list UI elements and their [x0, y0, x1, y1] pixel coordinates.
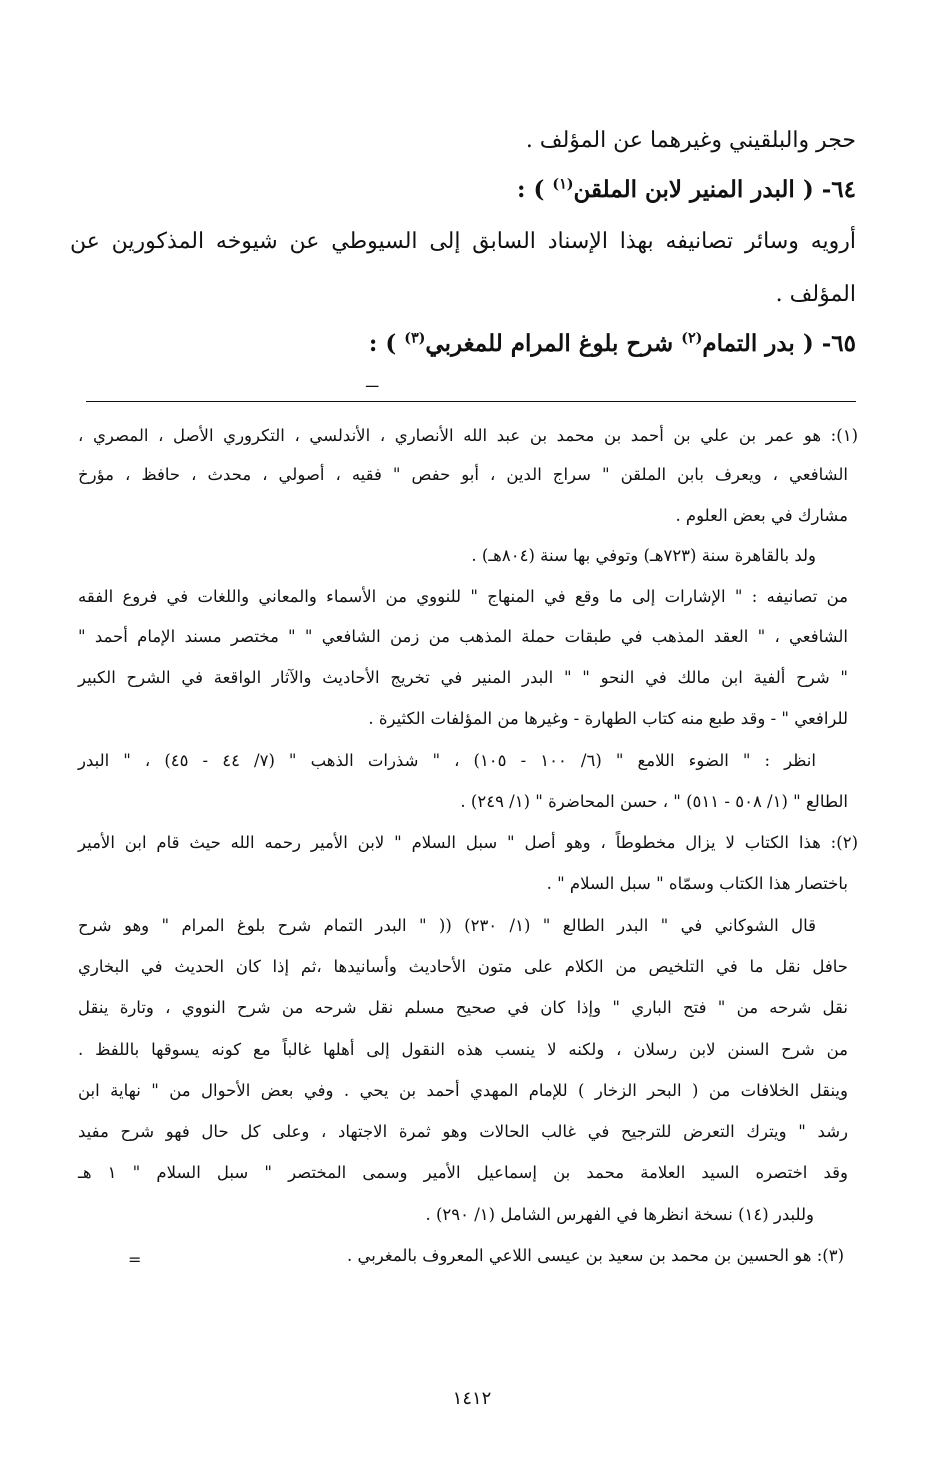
footnote-line-19: وقد اختصره السيد العلامة محمد بن إسماعيل الأمير وسمى المختصر " سبل السلام " ١ هـ [78, 1163, 848, 1182]
main-line-1: حجر والبلقيني وغيرهما عن المؤلف . [525, 128, 856, 153]
footnote-line-13: قال الشوكاني في " البدر الطالع " (١/ ٢٣٠) (( " البدر التمام شرح بلوغ المرام " وهو شرح [78, 916, 816, 935]
footnote-line-3: مشارك في بعض العلوم . [675, 506, 848, 525]
heading-64-end: ) : [516, 176, 545, 203]
heading-64-number: ٦٤- ( [802, 176, 856, 203]
footnote-line-9: انظر : " الضوء اللامع " (٦/ ١٠٠ - ١٠٥) ، " شذرات الذهب " (٧/ ٤٤ - ٤٥) ، " البدر [78, 751, 816, 770]
main-line-3: أرويه وسائر تصانيفه بهذا الإسناد السابق إلى السيوطي عن شيوخه المذكورين عن [70, 229, 856, 254]
footnote-line-1: (١): هو عمر بن علي بن أحمد بن محمد بن عبد الله الأنصاري ، الأندلسي ، التكروري الأصل ، المصري ، [78, 426, 858, 445]
footnote-line-4: ولد بالقاهرة سنة (٧٢٣هـ) وتوفي بها سنة (٨٠٤هـ) . [471, 546, 816, 565]
heading-65-title-b: شرح بلوغ المرام للمغربي [425, 330, 674, 357]
footnote-line-5: من تصانيفه : " الإشارات إلى ما وقع في المنهاج " للنووي من الأسماء والمعاني واللغات في فروع الفقه [78, 587, 848, 606]
footnote-line-21: (٣): هو الحسين بن محمد بن سعيد بن عيسى اللاعي المعروف بالمغربي . [346, 1246, 844, 1265]
continuation-mark: = [128, 1250, 142, 1269]
heading-65-end: ) : [368, 330, 397, 357]
section-heading-65 [70, 330, 856, 357]
heading-64-title: البدر المنير لابن الملقن [573, 176, 795, 203]
main-line-4: المؤلف . [775, 282, 856, 307]
footnote-line-18: رشد " ويترك التعرض للترجيح في غالب الحالات وهو ثمرة الاجتهاد ، وعلى كل حال فهو شرح مفيد [78, 1122, 848, 1141]
footnote-line-15: نقل شرحه من " فتح الباري " وإذا كان في صحيح مسلم نقل شرحه من شرح النووي ، وتارة ينقل [78, 998, 848, 1017]
footnote-line-10: الطالع " (١/ ٥٠٨ - ٥١١) " ، حسن المحاضرة " (١/ ٢٤٩) . [460, 792, 848, 811]
footnote-ref-3: (٣) [404, 330, 426, 347]
footnote-line-12: باختصار هذا الكتاب وسمّاه " سبل السلام " . [546, 874, 848, 893]
footnote-line-20: وللبدر (١٤) نسخة انظرها في الفهرس الشامل (١/ ٢٩٠) . [425, 1205, 814, 1224]
footnote-line-16: من شرح السنن لابن رسلان ، ولكنه لا ينسب هذه النقول إلى أهلها غالباً مع كونه يسوقها باللفظ . [78, 1040, 848, 1059]
scan-mark: ـــ [366, 375, 379, 391]
footnote-separator [86, 401, 856, 402]
footnote-line-14: حافل نقل ما في التلخيص من الكلام على متون الأحاديث وأسانيدها ،ثم إذا كان الحديث في البخاري [78, 957, 848, 976]
footnote-ref-2: (٢) [681, 330, 703, 347]
footnote-line-2: الشافعي ، ويعرف بابن الملقن " سراج الدين ، أبو حفص " فقيه ، أصولي ، محدث ، حافظ ، مؤرخ [78, 465, 848, 484]
heading-65-number: ٦٥- ( [802, 330, 856, 357]
heading-65-title-a: بدر التمام [702, 330, 795, 357]
footnote-line-7: " شرح ألفية ابن مالك في النحو " " البدر المنير في تخريج الأحاديث والآثار الواقعة في الشرح الكبير [78, 668, 848, 687]
footnote-line-17: وينقل الخلافات من ( البحر الزخار ) للإمام المهدي أحمد بن يحي . وفي بعض الأحوال من " نهاية ابن [78, 1081, 848, 1100]
page-number: ١٤١٢ [452, 1388, 492, 1409]
footnote-line-11: (٢): هذا الكتاب لا يزال مخطوطاً ، وهو أصل " سبل السلام " لابن الأمير رحمه الله حيث قام ابن الأمير [78, 833, 858, 852]
section-heading-64 [70, 176, 856, 203]
footnote-ref-1: (١) [552, 176, 574, 193]
footnote-line-8: للرافعي " - وقد طبع منه كتاب الطهارة - وغيرها من المؤلفات الكثيرة . [368, 709, 848, 728]
footnote-line-6: الشافعي ، " العقد المذهب في طبقات حملة المذهب من زمن الشافعي " " مختصر مسند الإمام أحمد " [78, 627, 848, 646]
